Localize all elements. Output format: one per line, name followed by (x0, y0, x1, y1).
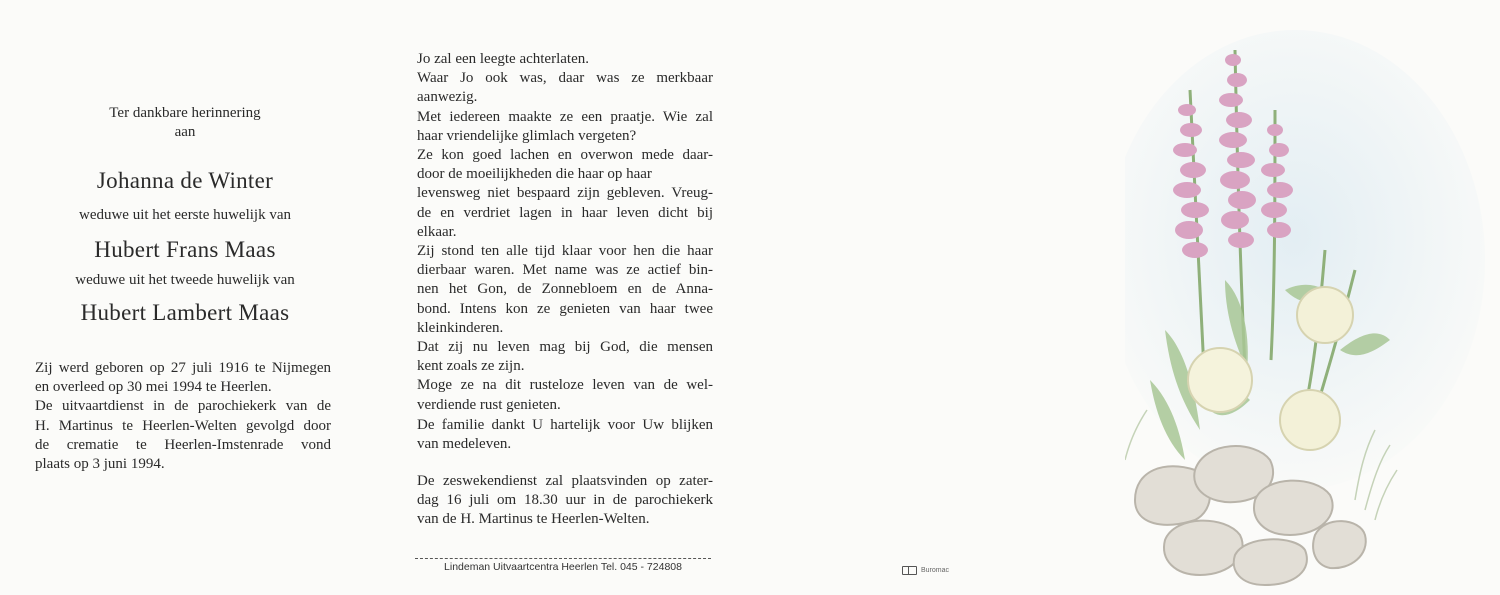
flower-illustration-icon (1125, 30, 1500, 590)
brand-logo-icon (902, 566, 917, 575)
widow-first-text: weduwe uit het eerste huwelijk van (78, 207, 291, 223)
poem-line: bond. Intens kon ze genieten van haar twee (417, 300, 713, 317)
service-line: dag 16 juli om 18.30 uur in de parochiekerk (417, 492, 713, 509)
poem-line: Dat zij nu leven mag bij God, die mensen (417, 339, 713, 356)
bio-line: plaats op 3 juni 1994. (35, 456, 165, 473)
intro-line-2: aan (174, 124, 196, 140)
poem-paragraph (417, 50, 713, 415)
brand-name: Buromac (921, 567, 950, 574)
poem-line: nen het Gon, de Zonnebloem en de Anna- (417, 281, 713, 298)
poem-line: door de moeilijkheden die haar op haar (417, 166, 652, 183)
funeral-home-footer: Lindeman Uitvaartcentra Heerlen Tel. 045 - 724808 (444, 561, 682, 573)
service-line: De zeswekendienst zal plaatsvinden op zater- (417, 473, 713, 489)
card-left-panel (0, 0, 375, 595)
poem-line: Waar Jo ook was, daar was ze merkbaar (417, 70, 713, 87)
printer-brand (902, 566, 949, 575)
poem-line: verdiende rust genieten. (417, 396, 561, 413)
footer-divider (415, 558, 711, 559)
poem-line: de en verdriet lagen in haar leven dicht bij (417, 204, 713, 221)
intro-text (20, 104, 350, 142)
poem-line: elkaar. (417, 223, 457, 240)
thanks-line: van medeleven. (417, 436, 512, 453)
poem-line: haar vriendelijke glimlach vergeten? (417, 127, 637, 144)
poem-line: Jo zal een leegte achterlaten. (417, 51, 589, 67)
deceased-name: Johanna de Winter (96, 168, 274, 193)
poem-line: Ze kon goed lachen en overwon mede daar- (417, 147, 713, 164)
bio-line: en overleed op 30 mei 1994 te Heerlen. (35, 379, 272, 396)
intro-line-1: Ter dankbare herinnering (109, 105, 261, 121)
bio-line: De uitvaartdienst in de parochiekerk van de (35, 398, 331, 415)
poem-line: Moge ze na dit rusteloze leven van de wel- (417, 377, 713, 394)
bio-line: Zij werd geboren op 27 juli 1916 te Nijmegen (35, 360, 331, 376)
spouse-second-name: Hubert Lambert Maas (80, 300, 290, 325)
poem-line: Zij stond ten alle tijd klaar voor hen die haar (417, 243, 713, 260)
bio-line: de crematie te Heerlen-Imstenrade vond (35, 436, 331, 453)
bio-paragraph (35, 359, 331, 474)
thanks-line: De familie dankt U hartelijk voor Uw blijken (417, 417, 713, 433)
bio-line: H. Martinus te Heerlen-Welten gevolgd door (35, 417, 331, 434)
widow-second-text: weduwe uit het tweede huwelijk van (75, 272, 295, 288)
service-line: van de H. Martinus te Heerlen-Welten. (417, 511, 650, 528)
poem-line: kleinkinderen. (417, 319, 504, 336)
service-paragraph (417, 472, 713, 530)
poem-line: aanwezig. (417, 89, 478, 106)
poem-line: levensweg niet bespaard zijn gebleven. Vreug- (417, 185, 713, 202)
poem-line: kent zoals ze zijn. (417, 358, 525, 375)
thanks-paragraph (417, 416, 713, 454)
spouse-first-name: Hubert Frans Maas (94, 237, 276, 262)
poem-line: Met iedereen maakte ze een praatje. Wie zal (417, 108, 713, 125)
card-middle-panel (375, 0, 750, 595)
poem-line: dierbaar waren. Met name was ze actief bin- (417, 262, 713, 279)
